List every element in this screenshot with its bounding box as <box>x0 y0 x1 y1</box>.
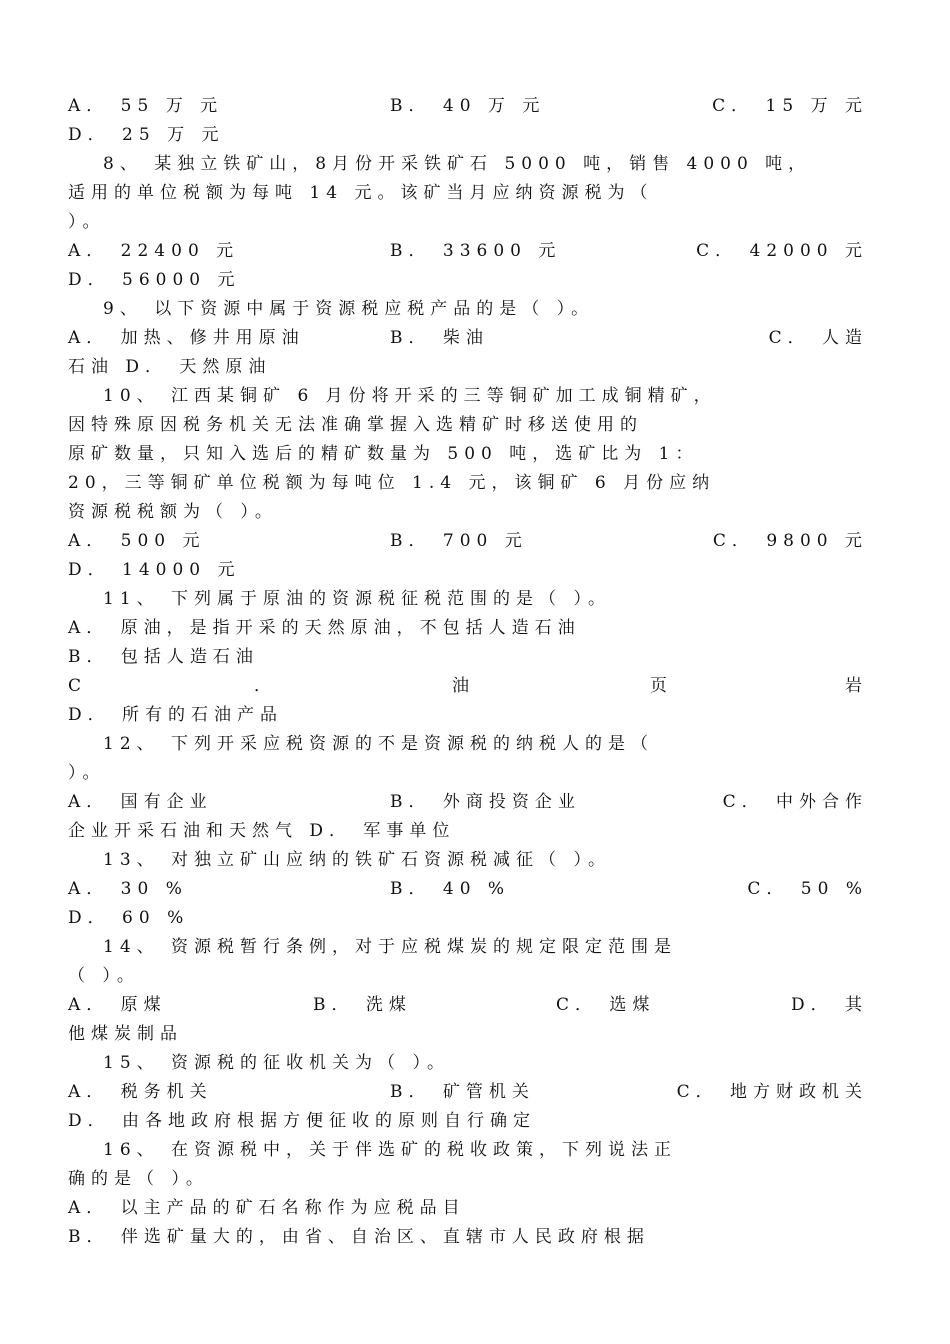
text-line: 适用的单位税额为每吨 14 元。该矿当月应纳资源税为（ <box>68 183 654 203</box>
text-line: A． 原油，是指开采的天然原油，不包括人造石油 <box>68 618 581 638</box>
text-line: 因特殊原因税务机关无法准确掌握入选精矿时移送使用的 <box>68 415 643 435</box>
text-line: D． 60 % <box>68 908 190 928</box>
text-line: D． 25 万 元 <box>68 125 225 145</box>
text-line: D． 所有的石油产品 <box>68 705 284 725</box>
text-line: D． 由各地政府根据方便征收的原则自行确定 <box>68 1111 537 1131</box>
question-line: 8、 某独立铁矿山，8月份开采铁矿石 5000 吨，销售 4000 吨， <box>103 154 812 174</box>
option-text: B． 33600 元 <box>390 241 562 261</box>
text-line: 石油 D． 天然原油 <box>68 357 272 377</box>
option-row <box>68 1078 868 1107</box>
text-line: 企业开采石油和天然气 D． 军事单位 <box>68 821 456 841</box>
option-text: D． 其 <box>790 995 868 1015</box>
option-row <box>68 92 868 121</box>
text-line: ）。 <box>68 212 106 232</box>
option-row <box>68 875 868 904</box>
option-text: A． 加热、修井用原油 <box>68 328 305 348</box>
option-row <box>68 527 868 556</box>
option-text: B． 柴油 <box>390 328 489 348</box>
option-text: C <box>68 676 88 696</box>
option-text: C． 中外合作 <box>722 792 868 812</box>
question-line: 16、 在资源税中，关于伴选矿的税收政策，下列说法正 <box>103 1140 678 1160</box>
question-line: 14、 资源税暂行条例，对于应税煤炭的规定限定范围是 <box>103 937 678 957</box>
option-text: A． 30 % <box>68 879 188 899</box>
option-text: 岩 <box>845 676 868 696</box>
option-text: B． 40 万 元 <box>390 96 546 116</box>
option-row <box>68 324 868 353</box>
text-line: A． 以主产品的矿石名称作为应税品目 <box>68 1198 466 1218</box>
option-text: C． 人造 <box>768 328 868 348</box>
option-text: A． 原煤 <box>68 995 167 1015</box>
text-line: 20，三等铜矿单位税额为每吨位 1.4 元，该铜矿 6 月份应纳 <box>68 473 716 493</box>
question-line: 10、 江西某铜矿 6 月份将开采的三等铜矿加工成铜精矿， <box>103 386 717 406</box>
option-row <box>68 991 868 1020</box>
text-line: 原矿数量，只知入选后的精矿数量为 500 吨，选矿比为 1： <box>68 444 699 464</box>
option-text: 油 <box>452 676 475 696</box>
text-line: ）。 <box>68 763 106 783</box>
text-line: B． 包括人造石油 <box>68 647 259 667</box>
option-text: B． 矿管机关 <box>390 1082 535 1102</box>
option-text: A． 税务机关 <box>68 1082 213 1102</box>
text-line: 资源税税额为（ ）。 <box>68 502 278 522</box>
option-text: C． 选煤 <box>556 995 656 1015</box>
option-text: A． 500 元 <box>68 531 206 551</box>
option-text: B． 外商投资企业 <box>390 792 581 812</box>
option-text: C． 15 万 元 <box>712 96 868 116</box>
question-line: 15、 资源税的征收机关为（ ）。 <box>103 1053 450 1073</box>
option-text: C． 9800 元 <box>712 531 868 551</box>
text-line: D． 14000 元 <box>68 560 241 580</box>
option-text: A． 55 万 元 <box>68 96 224 116</box>
option-row <box>68 788 868 817</box>
option-text: A． 22400 元 <box>68 241 240 261</box>
question-line: 11、 下列属于原油的资源税征税范围的是（ ）。 <box>103 589 611 609</box>
option-text: C． 42000 元 <box>696 241 868 261</box>
text-line: B． 伴选矿量大的，由省、自治区、直辖市人民政府根据 <box>68 1227 650 1247</box>
option-text: B． 洗煤 <box>313 995 412 1015</box>
option-text: B． 700 元 <box>390 531 528 551</box>
option-text: C． 地方财政机关 <box>676 1082 868 1102</box>
question-line: 9、 以下资源中属于资源税应税产品的是（ ）。 <box>103 299 595 319</box>
option-row <box>68 672 868 701</box>
question-line: 13、 对独立矿山应纳的铁矿石资源税减征（ ）。 <box>103 850 611 870</box>
option-text: 页 <box>650 676 673 696</box>
option-text: ． <box>254 676 277 696</box>
text-line: （ ）。 <box>68 966 140 986</box>
option-row <box>68 237 868 266</box>
option-text: A． 国有企业 <box>68 792 213 812</box>
text-line: 确的是（ ）。 <box>68 1169 209 1189</box>
question-line: 12、 下列开采应税资源的不是资源税的纳税人的是（ <box>103 734 655 754</box>
option-text: B． 40 % <box>390 879 511 899</box>
option-text: C． 50 % <box>747 879 868 899</box>
text-line: 他煤炭制品 <box>68 1024 183 1044</box>
text-line: D． 56000 元 <box>68 270 241 290</box>
